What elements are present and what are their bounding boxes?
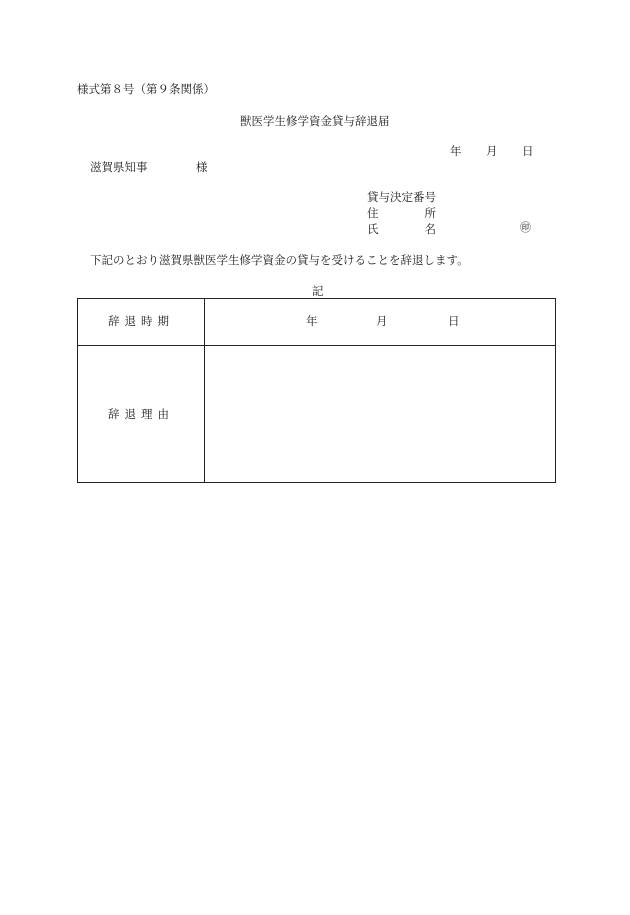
withdrawal-reason-label: 辞退理由 <box>108 407 174 421</box>
table-divider-horizontal <box>78 345 555 346</box>
addressee-honorific: 様 <box>196 160 208 174</box>
addressee-name: 滋賀県知事 <box>90 160 148 174</box>
address-label <box>367 208 436 220</box>
name-label-char-2: 名 <box>424 222 436 236</box>
table-divider-vertical <box>204 299 205 482</box>
submission-date-year: 年 <box>450 144 462 158</box>
submission-date-month: 月 <box>486 144 498 158</box>
withdrawal-period-year: 年 <box>306 314 318 328</box>
declaration-text: 下記のとおり滋賀県獣医学生修学資金の貸与を受けることを辞退します。 <box>90 253 469 267</box>
address-label-char-2: 所 <box>424 206 436 220</box>
ki-heading: 記 <box>312 284 324 298</box>
withdrawal-period-month: 月 <box>376 314 388 328</box>
document-title: 獣医学生修学資金貸与辞退届 <box>240 114 390 128</box>
withdrawal-table <box>77 298 556 483</box>
withdrawal-period-day: 日 <box>448 314 460 328</box>
name-label <box>367 224 436 236</box>
name-label-char-1: 氏 <box>367 222 379 236</box>
address-label-char-1: 住 <box>367 206 379 220</box>
submission-date-day: 日 <box>522 144 534 158</box>
seal-mark: ㊞ <box>520 221 531 234</box>
form-number: 様式第８号（第９条関係） <box>77 82 215 96</box>
withdrawal-period-label: 辞退時期 <box>108 314 174 328</box>
loan-decision-number-label: 貸与決定番号 <box>367 190 436 204</box>
